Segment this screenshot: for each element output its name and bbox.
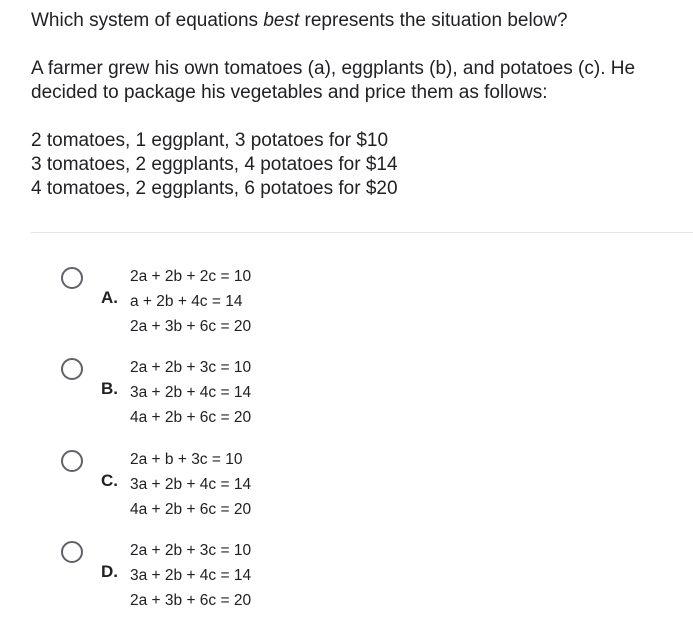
question-title-emphasis: best: [263, 10, 300, 31]
answer-option-b[interactable]: [61, 353, 321, 431]
equation-a-1: 2a + 2b + 2c = 10: [130, 268, 252, 285]
equation-a-3: 2a + 3b + 6c = 20: [130, 318, 252, 335]
package-item-2: 3 tomatoes, 2 eggplants, 4 potatoes for $14: [31, 154, 398, 175]
equation-a-2: a + 2b + 4c = 14: [130, 293, 243, 310]
package-list: [31, 129, 681, 201]
radio-button-b[interactable]: [61, 358, 83, 380]
question-title-start: Which system of equations: [31, 10, 264, 31]
equation-system-b: [130, 355, 251, 430]
answer-option-c[interactable]: [61, 445, 321, 523]
divider: [31, 232, 693, 233]
equation-c-1: 2a + b + 3c = 10: [130, 451, 243, 468]
package-item-1: 2 tomatoes, 1 eggplant, 3 potatoes for $10: [31, 130, 389, 151]
option-letter-a: A.: [101, 288, 118, 307]
answer-option-d[interactable]: [61, 536, 321, 614]
equation-system-d: [130, 538, 251, 613]
question-title: [31, 9, 681, 33]
equation-system-c: [130, 447, 251, 522]
equation-b-1: 2a + 2b + 3c = 10: [130, 359, 252, 376]
equation-c-2: 3a + 2b + 4c = 14: [130, 476, 252, 493]
question-block: [31, 9, 681, 201]
radio-button-d[interactable]: [61, 541, 83, 563]
equation-system-a: [130, 264, 251, 339]
package-item-3: 4 tomatoes, 2 eggplants, 6 potatoes for $20: [31, 178, 398, 199]
equation-d-2: 3a + 2b + 4c = 14: [130, 567, 252, 584]
equation-b-3: 4a + 2b + 6c = 20: [130, 409, 252, 426]
equation-d-3: 2a + 3b + 6c = 20: [130, 592, 252, 609]
option-letter-c: C.: [101, 471, 118, 490]
scenario-line-1: A farmer grew his own tomatoes (a), eggplants (b), and potatoes (c). He: [31, 58, 636, 79]
option-letter-b: B.: [101, 379, 118, 398]
option-letter-d: D.: [101, 562, 118, 581]
equation-b-2: 3a + 2b + 4c = 14: [130, 384, 252, 401]
scenario-text: [31, 57, 681, 105]
question-title-end: represents the situation below?: [299, 10, 568, 31]
radio-button-c[interactable]: [61, 450, 83, 472]
answer-option-a[interactable]: [61, 262, 321, 340]
radio-button-a[interactable]: [61, 267, 83, 289]
equation-c-3: 4a + 2b + 6c = 20: [130, 501, 252, 518]
equation-d-1: 2a + 2b + 3c = 10: [130, 542, 252, 559]
scenario-line-2: decided to package his vegetables and price them as follows:: [31, 82, 548, 103]
